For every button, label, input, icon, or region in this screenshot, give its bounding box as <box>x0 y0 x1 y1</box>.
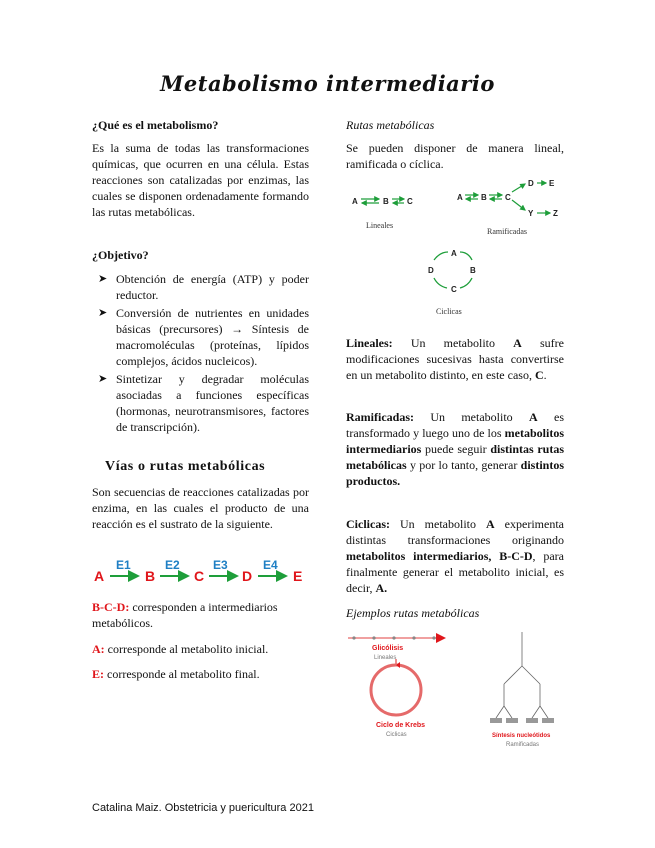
branched-node: C <box>505 193 511 202</box>
definition-linear: Lineales: Un metabolito A sufre modificaciones sucesivas hasta convertirse en un metabolito distinto, en este caso, C. <box>346 336 564 382</box>
list-item: ➤ Obtención de energía (ATP) y poder reductor. <box>98 272 309 302</box>
cycle-arrow <box>434 278 447 288</box>
linear-node: A <box>352 197 358 206</box>
enzyme-label: E1 <box>116 558 131 572</box>
chain-node: D <box>242 568 253 584</box>
chain-node: E <box>293 568 303 584</box>
branched-node: A <box>457 193 463 202</box>
arrowhead-bullet-icon: ➤ <box>98 307 108 319</box>
list-item: ➤ Conversión de nutrientes en unidades básicas (precursores) → Síntesis de macromoléculas (proteínas, lípidos complejos, ácidos nucleicos). <box>98 306 309 368</box>
cycle-arrow <box>460 278 472 288</box>
cyclic-node: B <box>470 266 476 275</box>
arrow <box>512 200 525 210</box>
caption-linear: Lineales <box>366 221 394 230</box>
linear-node: B <box>383 197 389 206</box>
cycle-arrow <box>434 252 448 260</box>
example-krebs-subtitle: Ciclicas <box>386 732 407 738</box>
enzyme-label: E2 <box>165 558 180 572</box>
vias-definition: Son secuencias de reacciones catalizadas por enzima, en las cuales el producto de una reacción es el sustrato de la siguiente. <box>92 485 309 531</box>
cyclic-node: C <box>451 285 457 294</box>
branched-node: B <box>481 193 487 202</box>
section-title-rutas: Rutas metabólicas <box>346 118 435 132</box>
definition-intermediates: B-C-D: corresponden a intermediarios metabólicos. <box>92 600 278 630</box>
footer: Catalina Maiz. Obstetricia y puericultura 2021 <box>92 802 314 814</box>
branched-node: Y <box>528 209 534 218</box>
objective-list <box>92 271 309 437</box>
cyclic-node: D <box>428 266 434 275</box>
example-nucleotides-title: Síntesis nucleótidos <box>492 733 551 739</box>
section-title-vias: Vías o rutas metabólicas <box>105 459 266 474</box>
example-glycolysis-subtitle: Lineales <box>374 655 397 661</box>
krebs-cycle-ring <box>371 665 421 715</box>
cycle-arrow <box>460 252 472 260</box>
definition-final: E: corresponde al metabolito final. <box>92 667 260 681</box>
examples-title: Ejemplos rutas metabólicas <box>346 606 480 620</box>
cyclic-pathway-diagram <box>414 244 494 320</box>
chain-node: B <box>145 568 156 584</box>
examples-figure <box>344 626 566 754</box>
example-glycolysis-title: Glicólisis <box>372 645 404 652</box>
pathway-types-diagram <box>344 176 569 238</box>
arrowhead-bullet-icon: ➤ <box>98 273 108 285</box>
branched-node: D <box>528 179 534 188</box>
nucleotide-tree <box>496 632 548 718</box>
chain-node: A <box>94 568 105 584</box>
list-item: ➤ Sintetizar y degradar moléculas asociadas a funciones específicas (hormonas, neurotransmisores, factores de transcripción). <box>98 372 309 434</box>
enzyme-label: E4 <box>263 558 278 572</box>
linear-pathway-diagram <box>88 553 313 589</box>
caption-branched: Ramificadas <box>487 227 527 236</box>
question-objective: ¿Objetivo? <box>92 248 149 262</box>
definition-branched: Ramificadas: Un metabolito A es transformado y luego uno de los metabolitos intermediarios puede seguir distintas rutas metabólicas y por lo tanto, generar distintos productos. <box>346 410 564 488</box>
chain-node: C <box>194 568 205 584</box>
page-title: Metabolismo intermediario <box>160 71 495 96</box>
linear-node: C <box>407 197 413 206</box>
definition-cyclic: Ciclicas: Un metabolito A experimenta distintas transformaciones originando metabolitos intermediarios, B-C-D, para finalmente generar el metabolito inicial, es decir, A. <box>346 517 564 595</box>
caption-cyclic: Ciclicas <box>436 307 462 316</box>
definition-initial: A: corresponde al metabolito inicial. <box>92 642 269 656</box>
metabolism-definition: Es la suma de todas las transformaciones químicas, que ocurren en una célula. Estas reacciones son catalizadas por enzimas, las cuales se disponen ordenadamente formando las rutas metabólicas. <box>92 141 309 219</box>
cyclic-node: A <box>451 249 457 258</box>
rutas-description: Se pueden disponer de manera lineal, ramificada o cíclica. <box>346 141 564 171</box>
example-nucleotides-subtitle: Ramificadas <box>506 742 540 748</box>
branched-node: E <box>549 179 555 188</box>
question-metabolism: ¿Qué es el metabolismo? <box>92 118 219 132</box>
arrow <box>512 184 525 192</box>
example-krebs-title: Ciclo de Krebs <box>376 722 426 729</box>
branched-node: Z <box>553 209 558 218</box>
arrowhead-bullet-icon: ➤ <box>98 373 108 385</box>
enzyme-label: E3 <box>213 558 228 572</box>
